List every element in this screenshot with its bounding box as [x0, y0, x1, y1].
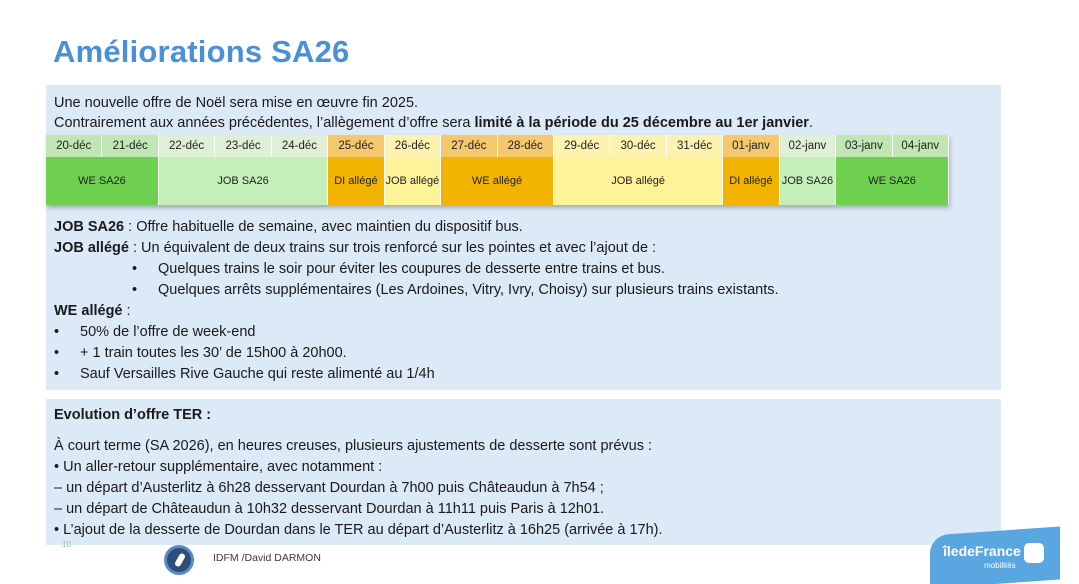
ter-section — [54, 405, 663, 541]
logo-main-text: îledeFrance — [943, 543, 1021, 559]
list-item-text: + 1 train toutes les 30’ de 15h00 à 20h00. — [80, 345, 347, 361]
calendar-day-header: 04-janv — [893, 135, 949, 157]
list-item-text: Quelques trains le soir pour éviter les coupures de desserte entre trains et bus. — [158, 261, 665, 277]
calendar-day-header: 25-déc — [328, 135, 384, 157]
calendar-day-header: 29-déc — [554, 135, 610, 157]
ter-line: • L’ajout de la desserte de Dourdan dans le TER au départ d’Austerlitz à 16h25 (arrivée à 17h). — [54, 522, 663, 538]
logo-sub-text: mobilités — [984, 561, 1016, 570]
ter-line: – un départ de Châteaudun à 10h32 desservant Dourdan à 11h11 puis Paris à 12h01. — [54, 501, 605, 517]
microphone-icon — [164, 545, 194, 575]
ter-line: – un départ d’Austerlitz à 6h28 desservant Dourdan à 7h00 puis Châteaudun à 7h54 ; — [54, 480, 604, 496]
calendar-offer-segment: JOB allégé — [385, 157, 441, 205]
calendar-offer-segment: JOB SA26 — [780, 157, 836, 205]
calendar-day-header: 22-déc — [159, 135, 215, 157]
calendar-offer-segment: DI allégé — [723, 157, 779, 205]
calendar-offer-segment: JOB allégé — [554, 157, 723, 205]
bullet-icon: • — [132, 261, 138, 277]
def-text: : Un équivalent de deux trains sur trois renforcé sur les pointes et avec l’ajout de : — [128, 240, 657, 256]
holiday-calendar — [46, 135, 949, 205]
def-term: JOB allégé — [54, 240, 129, 256]
calendar-day-header: 30-déc — [610, 135, 666, 157]
list-item-text: Sauf Versailles Rive Gauche qui reste alimenté au 1/4h — [80, 366, 435, 382]
intro-text — [54, 93, 813, 133]
ter-panel — [46, 399, 1001, 545]
intro-line-2-pre: Contrairement aux années précédentes, l’allègement d’offre sera — [54, 115, 475, 131]
def-text: : — [122, 303, 131, 319]
ter-line: À court terme (SA 2026), en heures creuses, plusieurs ajustements de desserte sont prévus : — [54, 438, 653, 454]
calendar-offer-segment: WE SA26 — [46, 157, 159, 205]
footer-author: IDFM /David DARMON — [213, 552, 321, 564]
bullet-icon: • — [54, 345, 60, 361]
calendar-day-header: 20-déc — [46, 135, 102, 157]
intro-line-2 — [54, 113, 813, 133]
calendar-body — [46, 157, 949, 205]
ter-heading: Evolution d’offre TER : — [54, 407, 212, 423]
calendar-day-header: 21-déc — [102, 135, 158, 157]
logo-mark-icon — [1024, 543, 1044, 563]
calendar-header — [46, 135, 949, 157]
main-panel — [46, 85, 1001, 390]
def-text: : Offre habituelle de semaine, avec maintien du dispositif bus. — [124, 219, 523, 235]
list-item-text: 50% de l’offre de week-end — [80, 324, 256, 340]
page-number: 10 — [62, 540, 71, 549]
calendar-day-header: 02-janv — [780, 135, 836, 157]
bullet-icon: • — [54, 324, 60, 340]
calendar-offer-segment: JOB SA26 — [159, 157, 328, 205]
list-item-text: Quelques arrêts supplémentaires (Les Ardoines, Vitry, Ivry, Choisy) sur plusieurs trains existants. — [158, 282, 779, 298]
list-item — [54, 280, 779, 301]
def-term: WE allégé — [54, 303, 123, 319]
bullet-icon: • — [132, 282, 138, 298]
calendar-day-header: 27-déc — [441, 135, 497, 157]
calendar-day-header: 03-janv — [836, 135, 892, 157]
calendar-day-header: 01-janv — [723, 135, 779, 157]
bullet-icon: • — [54, 366, 60, 382]
calendar-offer-segment: WE SA26 — [836, 157, 949, 205]
calendar-day-header: 28-déc — [498, 135, 554, 157]
def-job-allege — [54, 238, 779, 259]
calendar-day-header: 23-déc — [215, 135, 271, 157]
page-title: Améliorations SA26 — [53, 34, 350, 69]
intro-line-1: Une nouvelle offre de Noël sera mise en œuvre fin 2025. — [54, 95, 419, 111]
list-item — [54, 364, 779, 385]
calendar-offer-segment: WE allégé — [441, 157, 554, 205]
def-term: JOB SA26 — [54, 219, 125, 235]
list-item — [54, 343, 779, 364]
ter-line: • Un aller-retour supplémentaire, avec notamment : — [54, 459, 383, 475]
intro-line-2-post: . — [808, 115, 813, 131]
list-item — [54, 322, 779, 343]
definitions — [54, 217, 779, 385]
calendar-day-header: 26-déc — [385, 135, 441, 157]
calendar-day-header: 31-déc — [667, 135, 723, 157]
def-job-sa26 — [54, 217, 779, 238]
intro-line-2-bold: limité à la période du 25 décembre au 1er janvier — [474, 115, 809, 131]
list-item — [54, 259, 779, 280]
calendar-day-header: 24-déc — [272, 135, 328, 157]
def-we-allege — [54, 301, 779, 322]
calendar-offer-segment: DI allégé — [328, 157, 384, 205]
